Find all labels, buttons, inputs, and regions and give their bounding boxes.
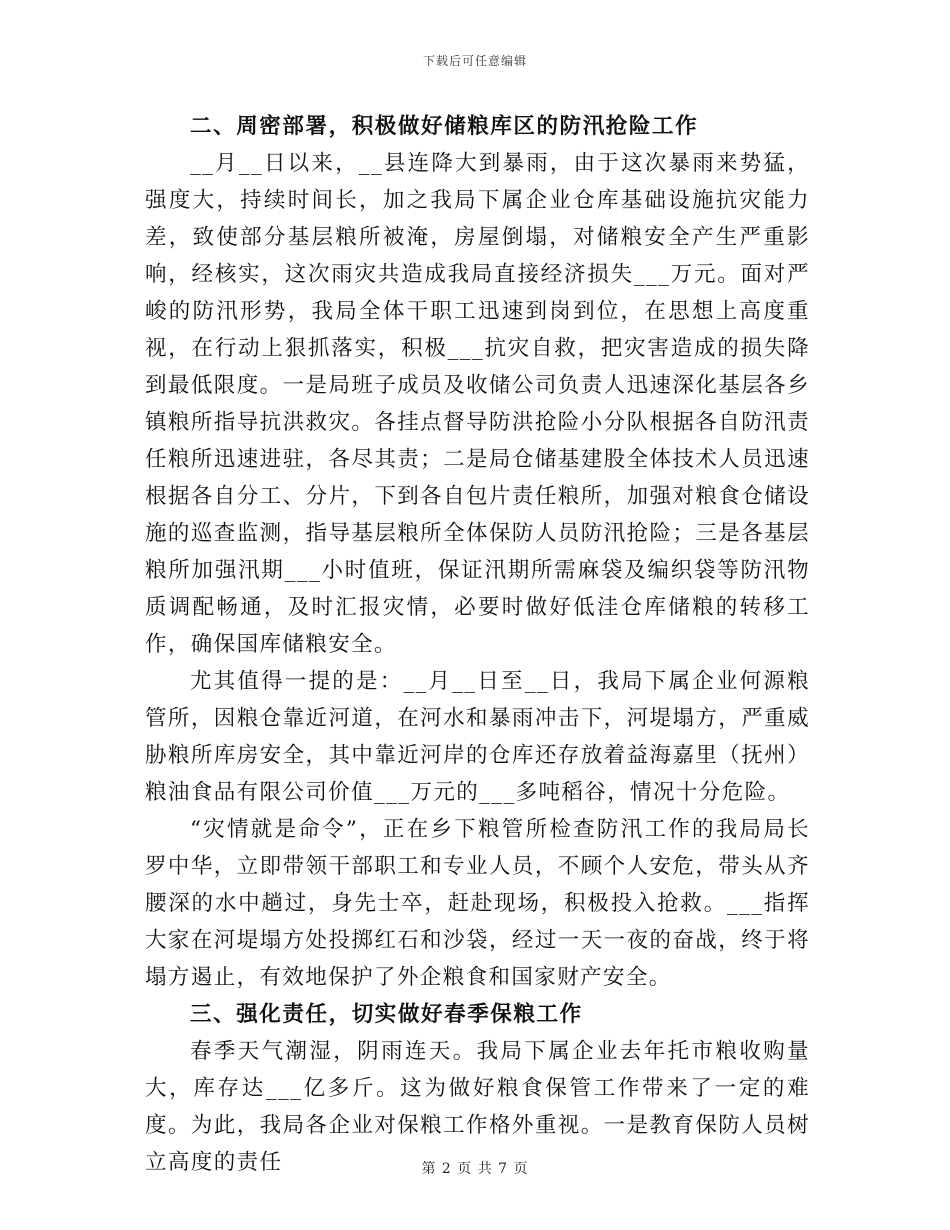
section-heading-3: 三、强化责任，切实做好春季保粮工作 [190, 1002, 583, 1027]
section-heading-2: 二、周密部署，积极做好储粮库区的防汛抢险工作 [190, 114, 699, 139]
document-body [145, 108, 810, 1181]
page-header: 下载后可任意编辑 [422, 54, 527, 68]
paragraph: 尤其值得一提的是：__月__日至__日，我局下属企业何源粮管所，因粮仓靠近河道，在河水和暴雨冲击下，河堤塌方，严重威胁粮所库房安全，其中靠近河岸的仓库还存放着益海嘉里（抚州）粮油食品有限公司价值___万元的___多吨稻谷，情况十分危险。 [145, 669, 810, 805]
paragraph: __月__日以来，__县连降大到暴雨，由于这次暴雨来势猛，强度大，持续时间长，加之我局下属企业仓库基础设施抗灾能力差，致使部分基层粮所被淹，房屋倒塌，对储粮安全产生严重影响，经核实，这次雨灾共造成我局直接经济损失___万元。面对严峻的防汛形势，我局全体干职工迅速到岗到位，在思想上高度重视，在行动上狠抓落实，积极___抗灾自救，把灾害造成的损失降到最低限度。一是局班子成员及收储公司负责人迅速深化基层各乡镇粮所指导抗洪救灾。各挂点督导防洪抢险小分队根据各自防汛责任粮所迅速进驻，各尽其责；二是局仓储基建股全体技术人员迅速根据各自分工、分片，下到各自包片责任粮所，加强对粮食仓储设施的巡查监测，指导基层粮所全体保防人员防汛抢险；三是各基层粮所加强汛期___小时值班，保证汛期所需麻袋及编织袋等防汛物质调配畅通，及时汇报灾情，必要时做好低洼仓库储粮的转移工作，确保国库储粮安全。 [145, 151, 810, 657]
page-number: 第 2 页 共 7 页 [421, 1161, 529, 1177]
paragraph: “灾情就是命令”，正在乡下粮管所检查防汛工作的我局局长罗中华，立即带领干部职工和专业人员，不顾个人安危，带头从齐腰深的水中趟过，身先士卒，赶赴现场，积极投入抢救。___指挥大家在河堤塌方处投掷红石和沙袋，经过一天一夜的奋战，终于将塌方遏止，有效地保护了外企粮食和国家财产安全。 [145, 817, 810, 990]
paragraph: 春季天气潮湿，阴雨连天。我局下属企业去年托市粮收购量大，库存达___亿多斤。这为做好粮食保管工作带来了一定的难度。为此，我局各企业对保粮工作格外重视。一是教育保防人员树立高度的责任 [145, 1039, 810, 1175]
